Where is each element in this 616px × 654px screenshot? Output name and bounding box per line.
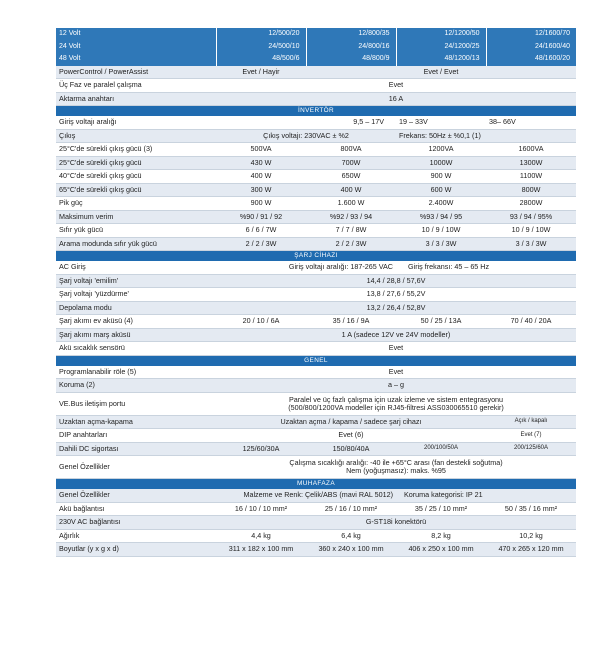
- row-value: %93 / 94 / 95: [396, 210, 486, 224]
- table-row: [56, 79, 576, 93]
- section-header-general: [56, 355, 576, 366]
- row-value: 1 A (sadece 12V ve 24V modeller): [216, 328, 576, 342]
- section-header-inverter: [56, 106, 576, 117]
- row-value: 16 A: [216, 92, 576, 106]
- row-value: Giriş frekansı: 45 – 65 Hz: [396, 261, 576, 274]
- row-value: 70 / 40 / 20A: [486, 315, 576, 329]
- row-value: 2800W: [486, 197, 576, 211]
- table-row: [56, 516, 576, 530]
- row-value: 500VA: [216, 143, 306, 157]
- row-value: 14,4 / 28,8 / 57,6V: [216, 274, 576, 288]
- row-value: 430 W: [216, 156, 306, 170]
- row-value: 400 W: [216, 170, 306, 184]
- table-row: [56, 92, 576, 106]
- row-value: Evet / Hayir: [216, 66, 306, 79]
- row-label: Şarj voltajı 'emilim': [56, 274, 216, 288]
- features-line-1: Çalışma sıcaklığı aralığı: -40 ile +65°C arası (fan destekli soğutma): [289, 458, 503, 468]
- row-label: Şarj akımı ev aküsü (4): [56, 315, 216, 329]
- row-label: Dahili DC sigortası: [56, 442, 216, 456]
- row-label: 230V AC bağlantısı: [56, 516, 216, 530]
- vebus-line-1: Paralel ve üç fazlı çalışma için uzak izleme ve sistem entegrasyonu: [288, 394, 504, 404]
- row-value: 19 – 33V: [396, 116, 486, 129]
- row-value: 2 / 2 / 3W: [306, 237, 396, 251]
- model-col4-24v: 24/1600/40: [486, 41, 576, 54]
- model-header-row-12v: [56, 28, 576, 41]
- row-value: Evet: [216, 366, 576, 379]
- row-value: 311 x 182 x 100 mm: [216, 543, 306, 557]
- row-value: 700W: [306, 156, 396, 170]
- row-value: [216, 392, 576, 415]
- row-label: Boyutlar (y x g x d): [56, 543, 216, 557]
- table-row: [56, 328, 576, 342]
- row-label: Akü sıcaklık sensörü: [56, 342, 216, 356]
- row-value: 600 W: [396, 183, 486, 197]
- row-label: DIP anahtarları: [56, 429, 216, 443]
- table-row: [56, 379, 576, 393]
- table-row: [56, 143, 576, 157]
- voltage-label-12v: 12 Volt: [56, 28, 216, 41]
- row-value: Evet / Evet: [306, 66, 576, 79]
- row-label: Ağırlık: [56, 529, 216, 543]
- table-row: [56, 156, 576, 170]
- model-col2-12v: 12/800/35: [306, 28, 396, 41]
- table-row: [56, 261, 576, 274]
- table-row: [56, 237, 576, 251]
- table-row: [56, 456, 576, 479]
- row-value: 13,8 / 27,6 / 55,2V: [216, 288, 576, 302]
- model-header-row-48v: [56, 53, 576, 66]
- row-value: 8,2 kg: [396, 529, 486, 543]
- row-label: Arama modunda sıfır yük gücü: [56, 237, 216, 251]
- table-row: [56, 288, 576, 302]
- row-value: 3 / 3 / 3W: [396, 237, 486, 251]
- row-value: 1100W: [486, 170, 576, 184]
- table-row: [56, 129, 576, 143]
- row-value: 300 W: [216, 183, 306, 197]
- table-row: [56, 529, 576, 543]
- row-value: [216, 456, 576, 479]
- row-value: 1600VA: [486, 143, 576, 157]
- table-row: [56, 543, 576, 557]
- row-value: %90 / 91 / 92: [216, 210, 306, 224]
- row-value: 4,4 kg: [216, 529, 306, 543]
- row-value: 200/100/50A: [396, 442, 486, 456]
- row-value: 200/125/60A: [486, 442, 576, 456]
- row-value: 1200VA: [396, 143, 486, 157]
- row-value: 406 x 250 x 100 mm: [396, 543, 486, 557]
- section-header-enclosure: [56, 479, 576, 490]
- row-value: 1000W: [396, 156, 486, 170]
- row-label: PowerControl / PowerAssist: [56, 66, 216, 79]
- table-row: [56, 489, 576, 502]
- row-label: Pik güç: [56, 197, 216, 211]
- table-row: [56, 66, 576, 79]
- row-label: 40°C'de sürekli çıkış gücü: [56, 170, 216, 184]
- row-label: VE.Bus iletişim portu: [56, 392, 216, 415]
- row-value: G-ST18i konektörü: [216, 516, 576, 530]
- row-value: 38– 66V: [486, 116, 576, 129]
- model-col4-48v: 48/1600/20: [486, 53, 576, 66]
- table-row: [56, 366, 576, 379]
- row-label: Depolama modu: [56, 301, 216, 315]
- row-value: 900 W: [396, 170, 486, 184]
- row-value: 3 / 3 / 3W: [486, 237, 576, 251]
- table-row: [56, 342, 576, 356]
- row-value: 35 / 16 / 9A: [306, 315, 396, 329]
- model-col2-48v: 48/800/9: [306, 53, 396, 66]
- row-label: Giriş voltajı aralığı: [56, 116, 216, 129]
- table-row: [56, 116, 576, 129]
- row-label: Akü bağlantısı: [56, 502, 216, 516]
- row-value: 6,4 kg: [306, 529, 396, 543]
- model-col4-12v: 12/1600/70: [486, 28, 576, 41]
- row-value: 1.600 W: [306, 197, 396, 211]
- table-row: [56, 224, 576, 238]
- model-col1-12v: 12/500/20: [216, 28, 306, 41]
- row-value: 800W: [486, 183, 576, 197]
- row-label: 25°C'de sürekli çıkış gücü: [56, 156, 216, 170]
- section-title: MUHAFAZA: [56, 479, 576, 490]
- vebus-line-2: (500/800/1200VA modeller için RJ45-filtresi ASS030065510 gerekir): [288, 402, 504, 412]
- row-value: 16 / 10 / 10 mm²: [216, 502, 306, 516]
- features-line-2: Nem (yoğuşmasız): maks. %95: [346, 466, 446, 475]
- row-value: Koruma kategorisi: IP 21: [396, 489, 576, 502]
- row-value: 360 x 240 x 100 mm: [306, 543, 396, 557]
- table-row: [56, 429, 576, 443]
- row-value: 650W: [306, 170, 396, 184]
- row-value: 2.400W: [396, 197, 486, 211]
- table-row: [56, 315, 576, 329]
- spec-sheet: [56, 28, 576, 557]
- row-value: Malzeme ve Renk: Çelik/ABS (mavi RAL 5012): [216, 489, 396, 502]
- table-row: [56, 415, 576, 429]
- section-title: ŞARJ CİHAZI: [56, 251, 576, 262]
- table-row: [56, 301, 576, 315]
- row-value: 93 / 94 / 95%: [486, 210, 576, 224]
- table-row: [56, 274, 576, 288]
- row-value: 10,2 kg: [486, 529, 576, 543]
- table-row: [56, 170, 576, 184]
- row-value: 25 / 16 / 10 mm²: [306, 502, 396, 516]
- model-col2-24v: 24/800/16: [306, 41, 396, 54]
- row-label: Genel Özellikler: [56, 489, 216, 502]
- section-title: İNVERTÖR: [56, 106, 576, 117]
- row-value: 50 / 25 / 13A: [396, 315, 486, 329]
- row-label: Şarj akımı marş aküsü: [56, 328, 216, 342]
- table-row: [56, 210, 576, 224]
- row-value: 125/60/30A: [216, 442, 306, 456]
- model-col1-48v: 48/500/6: [216, 53, 306, 66]
- row-label: 65°C'de sürekli çıkış gücü: [56, 183, 216, 197]
- table-row: [56, 392, 576, 415]
- voltage-label-24v: 24 Volt: [56, 41, 216, 54]
- row-value: 400 W: [306, 183, 396, 197]
- table-row: [56, 183, 576, 197]
- row-label: Genel Özellikler: [56, 456, 216, 479]
- row-label: Koruma (2): [56, 379, 216, 393]
- row-value: 470 x 265 x 120 mm: [486, 543, 576, 557]
- row-value: 10 / 9 / 10W: [486, 224, 576, 238]
- row-label: AC Giriş: [56, 261, 216, 274]
- model-col3-48v: 48/1200/13: [396, 53, 486, 66]
- row-value: 10 / 9 / 10W: [396, 224, 486, 238]
- voltage-label-48v: 48 Volt: [56, 53, 216, 66]
- row-label: 25°C'de sürekli çıkış gücü (3): [56, 143, 216, 157]
- row-value: 2 / 2 / 3W: [216, 237, 306, 251]
- row-label: Programlanabilir röle (5): [56, 366, 216, 379]
- row-value: 20 / 10 / 6A: [216, 315, 306, 329]
- row-value: Giriş voltajı aralığı: 187-265 VAC: [216, 261, 396, 274]
- row-value: 1300W: [486, 156, 576, 170]
- spec-table: [56, 28, 576, 557]
- row-value: 9,5 – 17V: [216, 116, 396, 129]
- model-col3-12v: 12/1200/50: [396, 28, 486, 41]
- model-header-row-24v: [56, 41, 576, 54]
- row-value: 150/80/40A: [306, 442, 396, 456]
- row-value: Uzaktan açma / kapama / sadece şarj cihazı: [216, 415, 486, 429]
- row-value: Evet (7): [486, 429, 576, 443]
- row-value: Evet (6): [216, 429, 486, 443]
- row-label: Aktarma anahtarı: [56, 92, 216, 106]
- row-value: 50 / 35 / 16 mm²: [486, 502, 576, 516]
- section-header-charger: [56, 251, 576, 262]
- row-value: Açık / kapalı: [486, 415, 576, 429]
- model-col3-24v: 24/1200/25: [396, 41, 486, 54]
- row-value: 800VA: [306, 143, 396, 157]
- row-label: Sıfır yük gücü: [56, 224, 216, 238]
- row-label: Şarj voltajı 'yüzdürme': [56, 288, 216, 302]
- row-value: 7 / 7 / 8W: [306, 224, 396, 238]
- row-value: 35 / 25 / 10 mm²: [396, 502, 486, 516]
- row-label: Uzaktan açma-kapama: [56, 415, 216, 429]
- row-label: Maksimum verim: [56, 210, 216, 224]
- row-value: %92 / 93 / 94: [306, 210, 396, 224]
- table-row: [56, 442, 576, 456]
- row-value: 6 / 6 / 7W: [216, 224, 306, 238]
- row-value: Çıkış voltajı: 230VAC ± %2: [216, 129, 396, 143]
- row-value: a – g: [216, 379, 576, 393]
- row-value: Evet: [216, 79, 576, 93]
- model-col1-24v: 24/500/10: [216, 41, 306, 54]
- table-row: [56, 197, 576, 211]
- row-value: 13,2 / 26,4 / 52,8V: [216, 301, 576, 315]
- table-row: [56, 502, 576, 516]
- row-value: Frekans: 50Hz ± %0,1 (1): [396, 129, 576, 143]
- row-value: Evet: [216, 342, 576, 356]
- section-title: GENEL: [56, 355, 576, 366]
- row-value: 900 W: [216, 197, 306, 211]
- row-label: Çıkış: [56, 129, 216, 143]
- row-label: Üç Faz ve paralel çalışma: [56, 79, 216, 93]
